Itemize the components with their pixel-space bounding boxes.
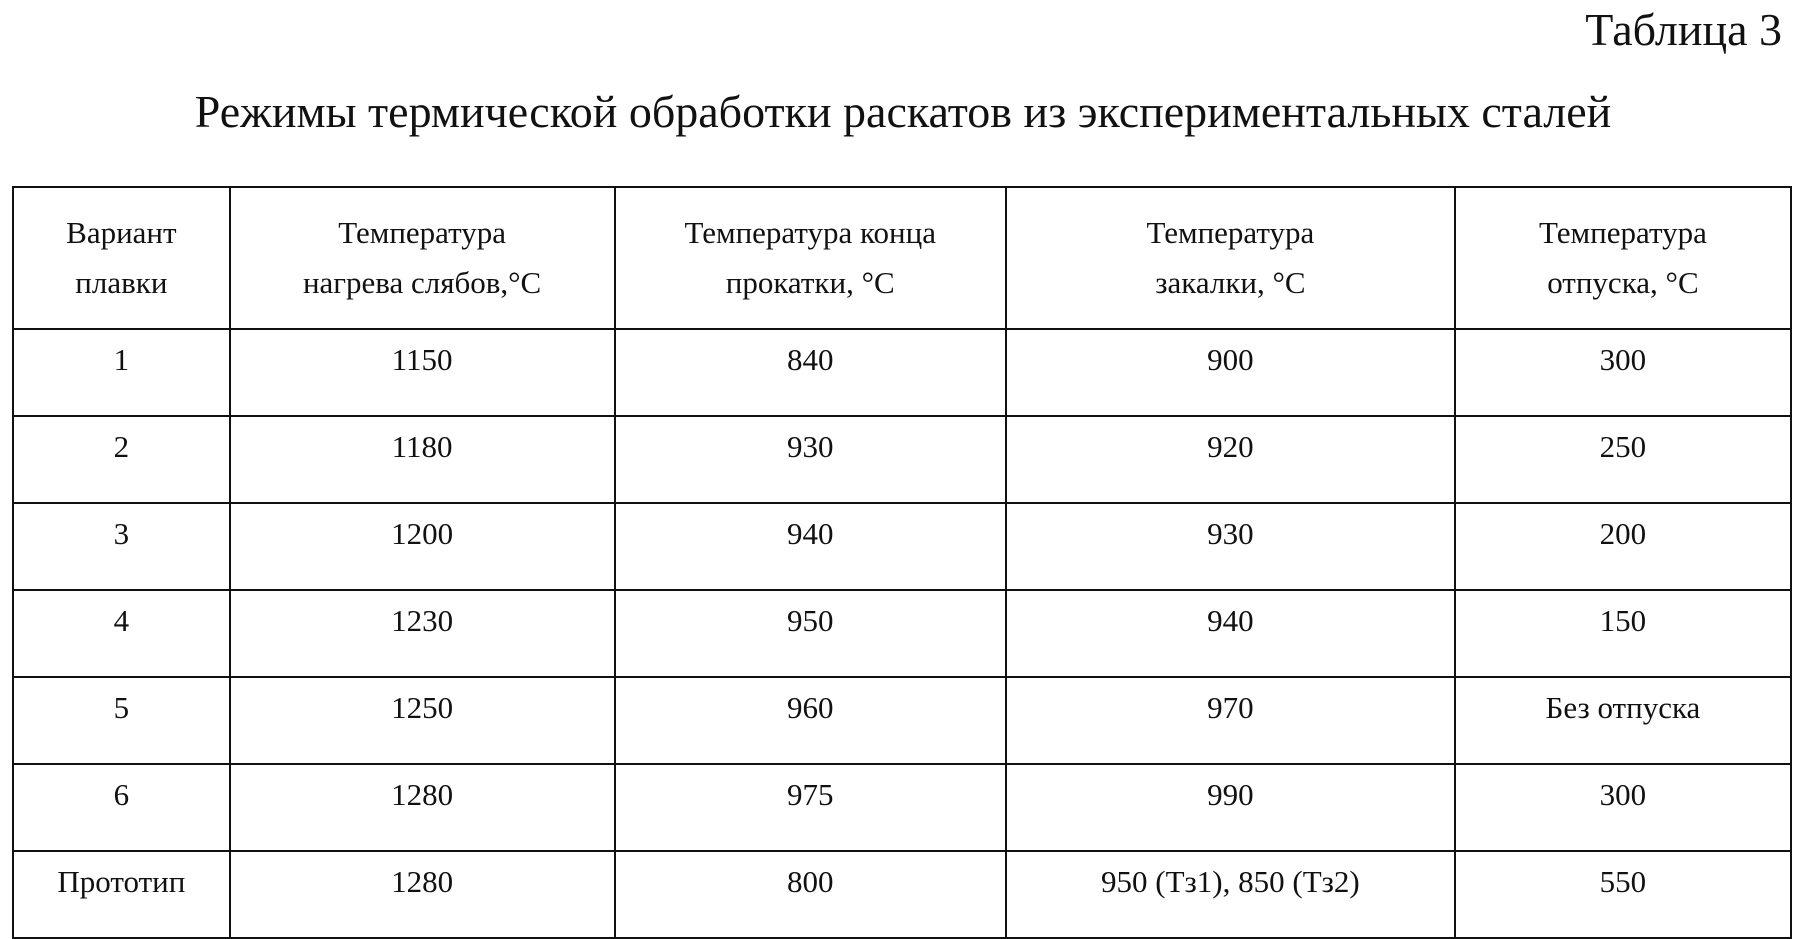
cell-melt-variant: 5: [13, 677, 230, 764]
cell-quenching-temperature: 900: [1006, 329, 1455, 416]
cell-slab-heating-temperature: 1180: [230, 416, 615, 503]
header-line: Вариант: [66, 215, 177, 250]
header-line: Температура: [1539, 215, 1707, 250]
table-row: [13, 329, 1791, 416]
cell-melt-variant: 2: [13, 416, 230, 503]
cell-rolling-end-temperature: 930: [615, 416, 1006, 503]
cell-quenching-temperature: 970: [1006, 677, 1455, 764]
cell-quenching-temperature: 930: [1006, 503, 1455, 590]
cell-quenching-temperature: 940: [1006, 590, 1455, 677]
cell-melt-variant: 4: [13, 590, 230, 677]
cell-quenching-temperature: 920: [1006, 416, 1455, 503]
cell-rolling-end-temperature: 975: [615, 764, 1006, 851]
cell-slab-heating-temperature: 1200: [230, 503, 615, 590]
table-row: [13, 764, 1791, 851]
cell-quenching-temperature: 990: [1006, 764, 1455, 851]
header-slab-heating-temperature: [230, 187, 615, 329]
header-line: Температура: [338, 215, 507, 250]
cell-tempering-temperature: Без отпуска: [1455, 677, 1791, 764]
header-line: закалки, °С: [1155, 265, 1306, 300]
header-line: нагрева слябов,°С: [302, 265, 542, 300]
cell-melt-variant: Прототип: [13, 851, 230, 938]
header-line: прокатки, °С: [725, 265, 895, 300]
cell-rolling-end-temperature: 840: [615, 329, 1006, 416]
table-number: Таблица 3: [1585, 4, 1782, 55]
header-row: [13, 187, 1791, 329]
cell-rolling-end-temperature: 960: [615, 677, 1006, 764]
table-row: [13, 851, 1791, 938]
cell-slab-heating-temperature: 1230: [230, 590, 615, 677]
cell-rolling-end-temperature: 800: [615, 851, 1006, 938]
cell-melt-variant: 6: [13, 764, 230, 851]
table-row: [13, 590, 1791, 677]
cell-tempering-temperature: 250: [1455, 416, 1791, 503]
cell-melt-variant: 3: [13, 503, 230, 590]
cell-slab-heating-temperature: 1280: [230, 851, 615, 938]
cell-tempering-temperature: 550: [1455, 851, 1791, 938]
header-line: плавки: [75, 265, 168, 300]
header-line: Температура: [1146, 215, 1315, 250]
document-title: Режимы термической обработки раскатов из экспериментальных сталей: [194, 86, 1612, 137]
table-row: [13, 503, 1791, 590]
cell-slab-heating-temperature: 1150: [230, 329, 615, 416]
heat-treatment-table: [12, 186, 1792, 939]
cell-slab-heating-temperature: 1250: [230, 677, 615, 764]
header-tempering-temperature: [1455, 187, 1791, 329]
header-line: Температура конца: [684, 215, 936, 250]
cell-quenching-temperature: 950 (Тз1), 850 (Тз2): [1006, 851, 1455, 938]
header-melt-variant: [13, 187, 230, 329]
header-quenching-temperature: [1006, 187, 1455, 329]
cell-tempering-temperature: 300: [1455, 329, 1791, 416]
cell-tempering-temperature: 150: [1455, 590, 1791, 677]
cell-melt-variant: 1: [13, 329, 230, 416]
cell-tempering-temperature: 200: [1455, 503, 1791, 590]
table-row: [13, 416, 1791, 503]
table-header: [13, 187, 1791, 329]
header-line: отпуска, °С: [1547, 265, 1699, 300]
cell-slab-heating-temperature: 1280: [230, 764, 615, 851]
table-body: [13, 329, 1791, 938]
cell-tempering-temperature: 300: [1455, 764, 1791, 851]
header-rolling-end-temperature: [615, 187, 1006, 329]
table-row: [13, 677, 1791, 764]
cell-rolling-end-temperature: 950: [615, 590, 1006, 677]
cell-rolling-end-temperature: 940: [615, 503, 1006, 590]
